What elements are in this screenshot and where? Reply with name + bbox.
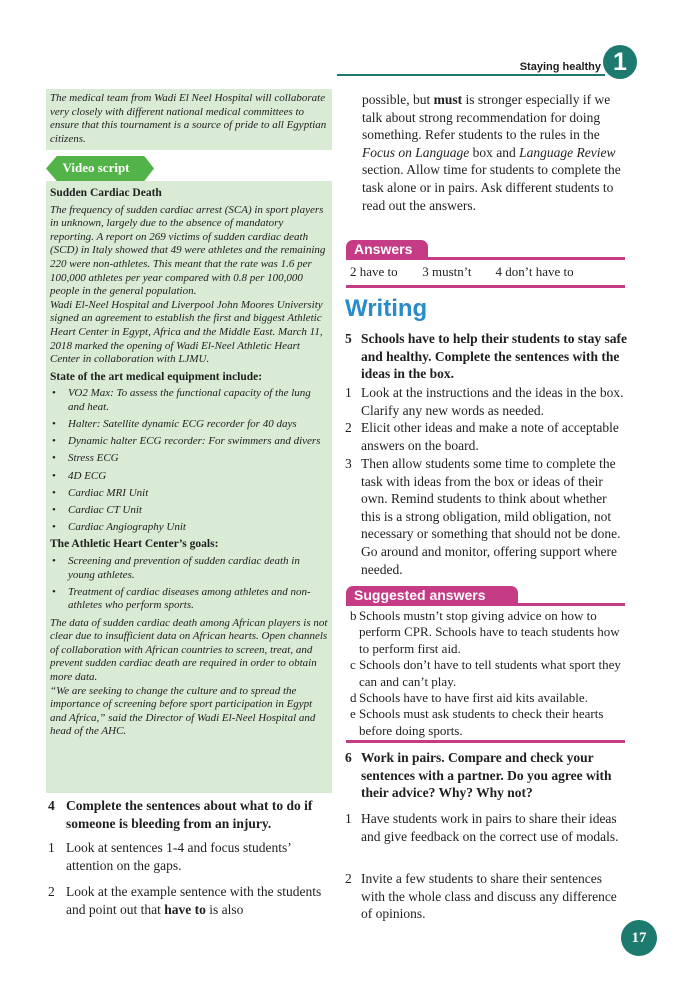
step-number: 1 [345, 811, 352, 826]
video-script-box [46, 181, 332, 793]
text-run: box and [469, 144, 520, 160]
step-text: Elicit other ideas and make a note of acceptable answers on the board. [361, 420, 619, 453]
page-number: 17 [621, 920, 657, 956]
item-text: Schools must ask students to check their hearts before doing sports. [359, 706, 604, 738]
list-item: • Stress ECG [50, 452, 328, 466]
goals-list [50, 555, 328, 613]
list-item [350, 706, 626, 739]
step-number: 2 [345, 871, 352, 886]
goals-heading: The Athletic Heart Center’s goals: [50, 538, 219, 551]
step-text: Look at the instructions and the ideas in the box. Clarify any new words as needed. [361, 385, 624, 418]
header-rule [337, 74, 605, 76]
list-item: • Dynamic halter ECG recorder: For swimmers and divers [50, 435, 328, 449]
text-run: section. Allow time for students to complete the task alone or in pairs. Ask different students to read out the answers. [362, 162, 621, 213]
list-item: • VO2 Max: To assess the functional capacity of the lung and heat. [50, 387, 328, 414]
answers-tab: Answers [346, 240, 428, 259]
video-script-heading: Sudden Cardiac Death [50, 187, 162, 199]
item-text: Schools don’t have to tell students what sport they can and can’t play. [359, 657, 621, 689]
list-item: • Cardiac CT Unit [50, 504, 328, 518]
text-bold: must [433, 92, 463, 107]
question-number: 4 [48, 798, 55, 813]
continuation-text [362, 91, 624, 214]
equipment-heading: State of the art medical equipment include: [50, 370, 263, 383]
question-4 [48, 797, 332, 832]
writing-heading: Writing [345, 295, 428, 322]
suggested-answers-bottom-rule [346, 740, 625, 743]
item-text: Schools have to have first aid kits available. [359, 690, 588, 706]
answer-item: 2 have to [350, 264, 398, 279]
text-run: is stronger especially if we talk about strong recommendation for doing something. Refer students to the rules in the [362, 92, 611, 143]
step-text: Have students work in pairs to share their ideas and give feedback on the correct use of modals. [361, 811, 619, 844]
step-text: Then allow students some time to complete the task with ideas from the box or ideas of their own. Remind students to think about whether this is a strong obligation, mild obligation, not necessary or something that should not be done. Go around and monitor, offering support where needed. [361, 456, 621, 577]
q4-step-1 [48, 839, 332, 874]
step-text: Look at sentences 1-4 and focus students’ attention on the gaps. [66, 840, 291, 873]
list-item: • Treatment of cardiac diseases among athletes and non-athletes who perform sports. [50, 586, 328, 613]
list-item: • 4D ECG [50, 470, 328, 484]
unit-number-badge: 1 [603, 45, 637, 79]
list-item: • Cardiac MRI Unit [50, 487, 328, 501]
text-run: possible, but [362, 92, 434, 107]
list-item [350, 657, 626, 690]
question-text: Work in pairs. Compare and check your sentences with a partner. Do you agree with their advice? Why? Why not? [361, 750, 612, 801]
step-bold: have to [164, 901, 206, 917]
item-letter: d [350, 690, 357, 706]
q6-step-1 [345, 810, 627, 845]
list-item [350, 690, 626, 706]
step-text: Look at the example sentence with the students and point out that [66, 884, 322, 917]
answer-item: 3 mustn’t [422, 264, 472, 279]
q6-step-2 [345, 870, 627, 923]
question-number: 6 [345, 750, 352, 765]
video-script-para-2: Wadi El-Neel Hospital and Liverpool John Moores University signed an agreement to establish the first and biggest Athletic Heart Center in Egypt, Africa and the Middle East. March 11, 2018 marked the opening of Wadi El-Neel Athletic Heart Center in collaboration with LJMU. [50, 298, 323, 366]
video-script-para-1: The frequency of sudden cardiac arrest (SCA) in sport players in unknown, largely due to the absence of mandatory reporting. A report on 269 victims of sudden cardiac death (SCD) in Italy showed that 49 were athletes and the remaining 220 were non-athletes. This meant that the rate was 1.6 per 100,000 athletes per year compared with 0.8 per 100,000 people in the general population. [50, 203, 326, 298]
step-number: 1 [345, 385, 352, 400]
video-script-para-4: “We are seeking to change the culture and to spread the importance of screening before sport participation in Egypt and Africa,” said the Director of Wadi El-Neel Hospital and head of the AHC. [50, 684, 316, 738]
intro-text: The medical team from Wadi El Neel Hospital will collaborate very closely with different national medical committees to ensure that this tournament is a source of pride to all Egyptian citizens. [50, 92, 327, 145]
question-6 [345, 749, 627, 802]
question-5 [345, 330, 627, 383]
answer-item: 4 don’t have to [495, 264, 574, 279]
step-text: is also [205, 901, 244, 917]
step-number: 2 [48, 884, 55, 899]
item-letter: c [350, 657, 356, 673]
suggested-answers-tab: Suggested answers [346, 586, 518, 605]
answers-bottom-rule [346, 285, 625, 288]
step-text: Invite a few students to share their sentences with the whole class and discuss any difference of opinions. [361, 871, 617, 922]
list-item: • Screening and prevention of sudden cardiac death in young athletes. [50, 555, 328, 582]
item-text: Schools mustn’t stop giving advice on how to perform CPR. Schools have to teach students how to perform first aid. [359, 608, 620, 656]
item-letter: e [350, 706, 356, 722]
answers-list [350, 263, 620, 280]
equipment-list [50, 387, 328, 535]
question-text: Complete the sentences about what to do if someone is bleeding from an injury. [66, 798, 313, 831]
unit-title: Staying healthy [519, 61, 601, 73]
question-number: 5 [345, 331, 352, 346]
q5-step-3 [345, 455, 627, 578]
step-number: 3 [345, 456, 352, 471]
suggested-answers-list [350, 608, 626, 739]
answers-rule [346, 257, 625, 260]
text-italic: Focus on Language [362, 144, 470, 160]
q4-step-2 [48, 883, 332, 918]
step-number: 2 [345, 420, 352, 435]
list-item: • Cardiac Angiography Unit [50, 521, 328, 535]
video-script-label: Video script [62, 160, 130, 175]
q5-step-1 [345, 384, 627, 419]
item-letter: b [350, 608, 357, 623]
list-item: • Halter: Satellite dynamic ECG recorder for 40 days [50, 418, 328, 432]
q5-step-2 [345, 419, 627, 454]
text-italic: Language Review [519, 144, 616, 160]
intro-box [46, 89, 332, 150]
suggested-answers-rule [346, 603, 625, 606]
list-item [350, 608, 626, 657]
step-number: 1 [48, 840, 55, 855]
question-text: Schools have to help their students to stay safe and healthy. Complete the sentences with the ideas in the box. [361, 331, 628, 382]
video-script-tab [46, 156, 154, 181]
video-script-para-3: The data of sudden cardiac death among African players is not clear due to insufficient data on African hearts. Open channels of collaboration with African countries to screen, treat, and prevent sudden cardiac death are required in order to obtain more data. [50, 616, 328, 683]
